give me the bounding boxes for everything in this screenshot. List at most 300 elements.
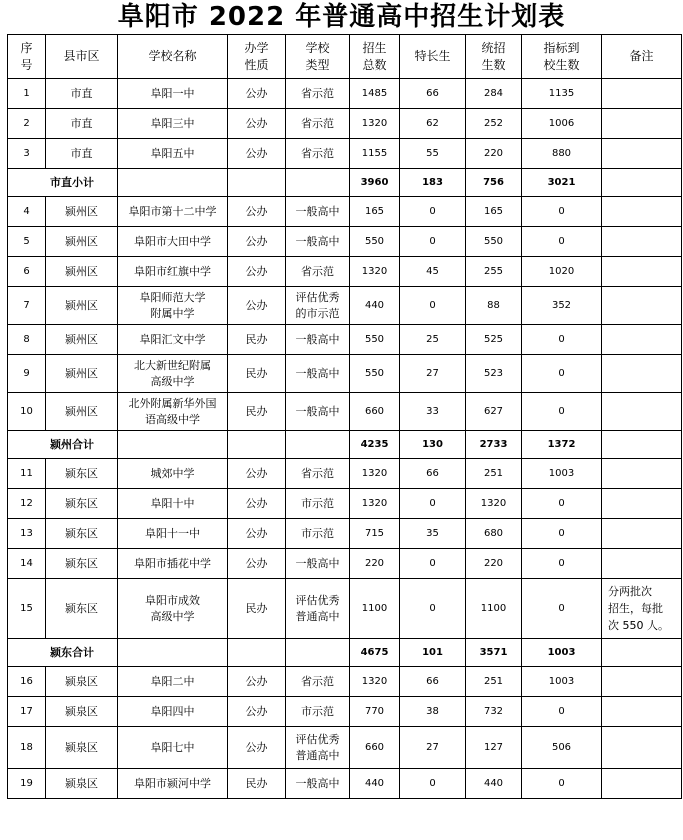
cell-school — [118, 459, 228, 489]
cell-county: 市直 — [46, 109, 118, 139]
cell-remark — [602, 109, 682, 139]
cell-line: 阜阳师范大学 — [139, 290, 206, 304]
cell-type — [286, 549, 350, 579]
cell-line: 省示范 — [301, 264, 334, 278]
cell-seq: 7 — [8, 287, 46, 325]
cell-nature: 公办 — [228, 227, 286, 257]
cell-nature: 公办 — [228, 667, 286, 697]
cell-seq: 5 — [8, 227, 46, 257]
cell-quota: 0 — [522, 549, 602, 579]
cell-county: 颍州区 — [46, 287, 118, 325]
cell-total: 550 — [350, 325, 400, 355]
header-school: 学校名称 — [118, 35, 228, 79]
header-row — [8, 35, 682, 79]
table-row — [8, 355, 682, 393]
cell-line: 市示范 — [301, 496, 334, 510]
cell-nature: 公办 — [228, 519, 286, 549]
cell-unified: 680 — [466, 519, 522, 549]
cell-line: 分两批次 — [608, 585, 652, 598]
empty-cell — [228, 169, 286, 197]
table-body — [8, 79, 682, 799]
empty-cell — [118, 431, 228, 459]
cell-total: 4675 — [350, 639, 400, 667]
cell-line: 阜阳市插花中学 — [134, 556, 211, 570]
empty-cell — [118, 169, 228, 197]
cell-quota: 0 — [522, 697, 602, 727]
empty-cell — [118, 639, 228, 667]
cell-seq: 9 — [8, 355, 46, 393]
cell-nature: 公办 — [228, 139, 286, 169]
cell-line: 省示范 — [301, 86, 334, 100]
cell-type — [286, 519, 350, 549]
cell-line: 阜阳市红旗中学 — [134, 264, 211, 278]
cell-special: 0 — [400, 489, 466, 519]
cell-line: 城郊中学 — [150, 466, 195, 480]
cell-quota: 0 — [522, 325, 602, 355]
cell-line: 阜阳市大田中学 — [134, 234, 211, 248]
cell-type — [286, 667, 350, 697]
cell-special: 45 — [400, 257, 466, 287]
table-row — [8, 79, 682, 109]
table-row — [8, 579, 682, 639]
cell-county: 颍泉区 — [46, 727, 118, 769]
cell-total: 660 — [350, 393, 400, 431]
cell-special: 66 — [400, 79, 466, 109]
cell-special: 0 — [400, 197, 466, 227]
table-row — [8, 459, 682, 489]
cell-unified: 220 — [466, 549, 522, 579]
cell-remark — [602, 727, 682, 769]
cell-seq: 15 — [8, 579, 46, 639]
cell-line: 阜阳五中 — [150, 146, 195, 160]
subtotal-label: 市直小计 — [8, 169, 118, 197]
cell-line: 省示范 — [301, 674, 334, 688]
header-total: 招生 总数 — [350, 35, 400, 79]
cell-nature: 民办 — [228, 325, 286, 355]
cell-line: 阜阳市颍河中学 — [134, 776, 211, 790]
cell-total: 220 — [350, 549, 400, 579]
cell-school — [118, 325, 228, 355]
empty-cell — [228, 431, 286, 459]
page-title: 阜阳市 2022 年普通高中招生计划表 — [117, 2, 566, 32]
cell-unified: 1100 — [466, 579, 522, 639]
cell-total: 1320 — [350, 109, 400, 139]
cell-seq: 12 — [8, 489, 46, 519]
cell-seq: 18 — [8, 727, 46, 769]
subtotal-label: 颍州合计 — [8, 431, 118, 459]
cell-remark — [602, 549, 682, 579]
cell-school — [118, 197, 228, 227]
cell-seq: 4 — [8, 197, 46, 227]
cell-county: 颍东区 — [46, 519, 118, 549]
cell-special: 35 — [400, 519, 466, 549]
cell-special: 101 — [400, 639, 466, 667]
cell-remark — [602, 287, 682, 325]
cell-type — [286, 257, 350, 287]
cell-total: 440 — [350, 769, 400, 799]
cell-type — [286, 227, 350, 257]
cell-total: 1320 — [350, 667, 400, 697]
cell-nature: 公办 — [228, 489, 286, 519]
cell-remark — [602, 769, 682, 799]
cell-line: 附属中学 — [150, 306, 195, 320]
cell-line: 阜阳三中 — [150, 116, 195, 130]
cell-line: 阜阳七中 — [150, 740, 195, 754]
cell-special: 183 — [400, 169, 466, 197]
table-row — [8, 257, 682, 287]
cell-nature: 公办 — [228, 79, 286, 109]
cell-type — [286, 489, 350, 519]
header-seq: 序 号 — [8, 35, 46, 79]
cell-quota: 0 — [522, 489, 602, 519]
cell-special: 0 — [400, 227, 466, 257]
subtotal-label: 颍东合计 — [8, 639, 118, 667]
cell-unified: 220 — [466, 139, 522, 169]
cell-remark — [602, 639, 682, 667]
cell-school — [118, 697, 228, 727]
cell-remark — [602, 325, 682, 355]
cell-line: 的市示范 — [295, 306, 340, 320]
empty-cell — [228, 639, 286, 667]
cell-county: 颍东区 — [46, 459, 118, 489]
cell-special: 0 — [400, 579, 466, 639]
cell-quota: 1006 — [522, 109, 602, 139]
enrollment-plan-table — [7, 34, 682, 799]
table-row — [8, 227, 682, 257]
cell-county: 颍泉区 — [46, 697, 118, 727]
cell-remark — [602, 519, 682, 549]
table-row — [8, 727, 682, 769]
cell-line: 一般高中 — [295, 404, 340, 418]
cell-type — [286, 579, 350, 639]
cell-line: 阜阳汇文中学 — [139, 332, 206, 346]
cell-line: 高级中学 — [150, 609, 195, 623]
cell-unified: 440 — [466, 769, 522, 799]
cell-total: 550 — [350, 355, 400, 393]
cell-seq: 13 — [8, 519, 46, 549]
cell-unified: 127 — [466, 727, 522, 769]
cell-total: 550 — [350, 227, 400, 257]
cell-seq: 11 — [8, 459, 46, 489]
cell-county: 颍东区 — [46, 489, 118, 519]
cell-nature: 民办 — [228, 769, 286, 799]
cell-total: 165 — [350, 197, 400, 227]
table-row — [8, 325, 682, 355]
cell-school — [118, 549, 228, 579]
header-quota: 指标到 校生数 — [522, 35, 602, 79]
cell-unified: 1320 — [466, 489, 522, 519]
subtotal-row — [8, 169, 682, 197]
cell-unified: 525 — [466, 325, 522, 355]
table-row — [8, 287, 682, 325]
cell-county: 颍泉区 — [46, 667, 118, 697]
table-row — [8, 697, 682, 727]
table-row — [8, 667, 682, 697]
cell-total: 1320 — [350, 257, 400, 287]
cell-type — [286, 393, 350, 431]
table-row — [8, 549, 682, 579]
empty-cell — [286, 169, 350, 197]
cell-total: 3960 — [350, 169, 400, 197]
cell-seq: 6 — [8, 257, 46, 287]
cell-quota: 506 — [522, 727, 602, 769]
table-row — [8, 139, 682, 169]
cell-special: 25 — [400, 325, 466, 355]
cell-total: 1155 — [350, 139, 400, 169]
cell-total: 1485 — [350, 79, 400, 109]
cell-special: 130 — [400, 431, 466, 459]
cell-line: 省示范 — [301, 116, 334, 130]
cell-nature: 民办 — [228, 579, 286, 639]
cell-nature: 民办 — [228, 355, 286, 393]
cell-special: 66 — [400, 459, 466, 489]
cell-unified: 732 — [466, 697, 522, 727]
cell-quota: 1003 — [522, 639, 602, 667]
cell-unified: 252 — [466, 109, 522, 139]
cell-special: 27 — [400, 355, 466, 393]
cell-nature: 公办 — [228, 197, 286, 227]
cell-seq: 14 — [8, 549, 46, 579]
cell-seq: 19 — [8, 769, 46, 799]
cell-seq: 1 — [8, 79, 46, 109]
cell-special: 0 — [400, 549, 466, 579]
cell-county: 颍州区 — [46, 227, 118, 257]
cell-unified: 756 — [466, 169, 522, 197]
cell-school — [118, 139, 228, 169]
cell-special: 62 — [400, 109, 466, 139]
cell-type — [286, 769, 350, 799]
cell-line: 语高级中学 — [145, 412, 200, 426]
cell-seq: 2 — [8, 109, 46, 139]
cell-seq: 8 — [8, 325, 46, 355]
cell-total: 1100 — [350, 579, 400, 639]
cell-total: 4235 — [350, 431, 400, 459]
cell-school — [118, 257, 228, 287]
cell-remark — [602, 489, 682, 519]
cell-county: 颍泉区 — [46, 769, 118, 799]
cell-seq: 17 — [8, 697, 46, 727]
cell-special: 0 — [400, 769, 466, 799]
cell-quota: 0 — [522, 197, 602, 227]
cell-unified: 251 — [466, 667, 522, 697]
cell-quota: 0 — [522, 579, 602, 639]
cell-quota: 1020 — [522, 257, 602, 287]
cell-total: 1320 — [350, 459, 400, 489]
cell-line: 一般高中 — [295, 234, 340, 248]
table-row — [8, 109, 682, 139]
cell-quota: 0 — [522, 393, 602, 431]
cell-school — [118, 519, 228, 549]
cell-county: 颍州区 — [46, 197, 118, 227]
subtotal-row — [8, 431, 682, 459]
cell-line: 阜阳一中 — [150, 86, 195, 100]
cell-total: 1320 — [350, 489, 400, 519]
cell-school — [118, 79, 228, 109]
cell-type — [286, 109, 350, 139]
cell-quota: 352 — [522, 287, 602, 325]
cell-line: 市示范 — [301, 704, 334, 718]
cell-quota: 1003 — [522, 667, 602, 697]
cell-unified: 627 — [466, 393, 522, 431]
cell-line: 评估优秀 — [295, 593, 340, 607]
cell-line: 市示范 — [301, 526, 334, 540]
cell-special: 33 — [400, 393, 466, 431]
cell-school — [118, 579, 228, 639]
cell-nature: 民办 — [228, 393, 286, 431]
cell-line: 普通高中 — [295, 609, 340, 623]
cell-unified: 550 — [466, 227, 522, 257]
cell-quota: 0 — [522, 355, 602, 393]
cell-line: 评估优秀 — [295, 290, 340, 304]
cell-quota: 1372 — [522, 431, 602, 459]
cell-school — [118, 727, 228, 769]
header-nature: 办学 性质 — [228, 35, 286, 79]
cell-remark — [602, 431, 682, 459]
cell-school — [118, 667, 228, 697]
cell-quota: 0 — [522, 227, 602, 257]
subtotal-row — [8, 639, 682, 667]
cell-line: 评估优秀 — [295, 732, 340, 746]
cell-remark — [602, 139, 682, 169]
cell-school — [118, 109, 228, 139]
table-row — [8, 519, 682, 549]
cell-school — [118, 287, 228, 325]
cell-quota: 0 — [522, 519, 602, 549]
cell-remark — [602, 697, 682, 727]
cell-remark — [602, 355, 682, 393]
cell-type — [286, 459, 350, 489]
cell-remark — [602, 79, 682, 109]
table-row — [8, 769, 682, 799]
cell-quota: 1135 — [522, 79, 602, 109]
cell-line: 一般高中 — [295, 556, 340, 570]
cell-quota: 880 — [522, 139, 602, 169]
table-row — [8, 197, 682, 227]
cell-special: 27 — [400, 727, 466, 769]
cell-line: 省示范 — [301, 466, 334, 480]
cell-county: 颍东区 — [46, 579, 118, 639]
cell-county: 颍州区 — [46, 393, 118, 431]
cell-seq: 3 — [8, 139, 46, 169]
cell-nature: 公办 — [228, 257, 286, 287]
table-row — [8, 393, 682, 431]
empty-cell — [286, 431, 350, 459]
cell-remark — [602, 459, 682, 489]
cell-remark — [602, 579, 682, 639]
cell-county: 颍东区 — [46, 549, 118, 579]
cell-line: 次 550 人。 — [608, 619, 669, 632]
header-unified: 统招 生数 — [466, 35, 522, 79]
table-row — [8, 489, 682, 519]
cell-line: 一般高中 — [295, 776, 340, 790]
cell-line: 阜阳十中 — [150, 496, 195, 510]
cell-line: 阜阳十一中 — [145, 526, 200, 540]
cell-unified: 251 — [466, 459, 522, 489]
cell-special: 55 — [400, 139, 466, 169]
cell-quota: 3021 — [522, 169, 602, 197]
cell-total: 715 — [350, 519, 400, 549]
cell-seq: 10 — [8, 393, 46, 431]
cell-type — [286, 697, 350, 727]
cell-line: 普通高中 — [295, 748, 340, 762]
cell-unified: 165 — [466, 197, 522, 227]
cell-remark — [602, 197, 682, 227]
cell-unified: 2733 — [466, 431, 522, 459]
cell-remark — [602, 227, 682, 257]
cell-type — [286, 355, 350, 393]
header-type: 学校 类型 — [286, 35, 350, 79]
cell-type — [286, 727, 350, 769]
cell-line: 北外附属新华外国 — [128, 396, 217, 410]
cell-seq: 16 — [8, 667, 46, 697]
cell-nature: 公办 — [228, 459, 286, 489]
cell-type — [286, 325, 350, 355]
cell-county: 颍州区 — [46, 257, 118, 287]
cell-line: 省示范 — [301, 146, 334, 160]
cell-nature: 公办 — [228, 287, 286, 325]
cell-special: 66 — [400, 667, 466, 697]
cell-total: 440 — [350, 287, 400, 325]
cell-county: 颍州区 — [46, 355, 118, 393]
header-remark: 备注 — [602, 35, 682, 79]
cell-county: 颍州区 — [46, 325, 118, 355]
cell-unified: 88 — [466, 287, 522, 325]
cell-nature: 公办 — [228, 727, 286, 769]
cell-line: 高级中学 — [150, 374, 195, 388]
cell-line: 一般高中 — [295, 204, 340, 218]
cell-type — [286, 287, 350, 325]
cell-school — [118, 769, 228, 799]
cell-type — [286, 79, 350, 109]
header-special: 特长生 — [400, 35, 466, 79]
cell-nature: 公办 — [228, 697, 286, 727]
cell-remark — [602, 169, 682, 197]
cell-nature: 公办 — [228, 109, 286, 139]
cell-unified: 284 — [466, 79, 522, 109]
cell-unified: 3571 — [466, 639, 522, 667]
cell-line: 阜阳四中 — [150, 704, 195, 718]
cell-school — [118, 355, 228, 393]
cell-quota: 0 — [522, 769, 602, 799]
cell-total: 770 — [350, 697, 400, 727]
cell-special: 0 — [400, 287, 466, 325]
cell-nature: 公办 — [228, 549, 286, 579]
cell-line: 阜阳市成效 — [145, 593, 200, 607]
cell-line: 招生，每批 — [608, 602, 663, 615]
cell-school — [118, 489, 228, 519]
cell-line: 一般高中 — [295, 366, 340, 380]
cell-type — [286, 197, 350, 227]
cell-county: 市直 — [46, 79, 118, 109]
cell-line: 北大新世纪附属 — [134, 358, 211, 372]
cell-quota: 1003 — [522, 459, 602, 489]
cell-line: 一般高中 — [295, 332, 340, 346]
cell-school — [118, 227, 228, 257]
cell-unified: 523 — [466, 355, 522, 393]
cell-county: 市直 — [46, 139, 118, 169]
cell-remark — [602, 257, 682, 287]
cell-line: 阜阳市第十二中学 — [128, 204, 217, 218]
cell-special: 38 — [400, 697, 466, 727]
cell-line: 阜阳二中 — [150, 674, 195, 688]
cell-total: 660 — [350, 727, 400, 769]
empty-cell — [286, 639, 350, 667]
header-county: 县市区 — [46, 35, 118, 79]
cell-unified: 255 — [466, 257, 522, 287]
cell-remark — [602, 393, 682, 431]
cell-type — [286, 139, 350, 169]
cell-remark — [602, 667, 682, 697]
